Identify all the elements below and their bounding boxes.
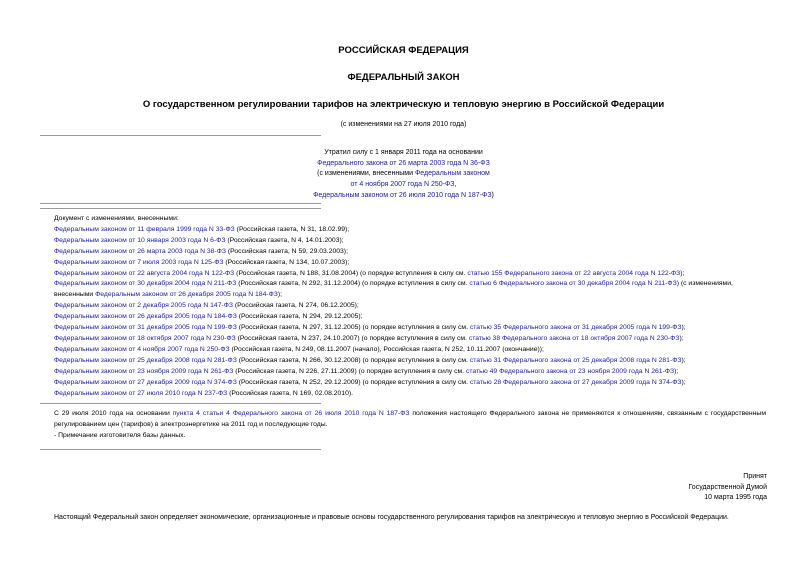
amendment-article-link[interactable]: статью 38 Федерального закона от 18 октября 2007 года N 230-ФЗ <box>468 334 680 342</box>
amendment-item <box>54 323 766 334</box>
adoption-block <box>688 472 767 504</box>
amendment-item <box>54 356 766 367</box>
amendment-text: (Российская газета, N 274, 06.12.2005); <box>233 302 359 310</box>
document-title: О государственном регулировании тарифов на электрическую и тепловую энергию в Российской Федерации <box>142 99 665 110</box>
amendment-item <box>54 345 766 356</box>
amendment-item <box>54 236 766 247</box>
amendments-list <box>54 214 766 399</box>
amendment-item <box>54 301 766 312</box>
amendment-item <box>54 367 766 378</box>
status-link-fz[interactable]: Федеральным законом <box>414 170 490 178</box>
status-line-4-tail: , <box>454 181 457 189</box>
amendment-link[interactable]: Федеральным законом от 26 декабря 2005 года N 184-ФЗ <box>54 313 237 321</box>
amended-note: (с изменениями на 27 июля 2010 года) <box>340 121 467 128</box>
status-link-187fz[interactable]: Федеральным законом от 26 июля 2010 года N 187-ФЗ <box>313 191 492 199</box>
amendment-text: (Российская газета, N 294, 29.12.2005); <box>236 313 363 321</box>
amendment-link[interactable]: Федеральным законом от 27 декабря 2009 года N 374-ФЗ <box>54 378 237 386</box>
amendment-link[interactable]: Федеральным законом от 4 ноября 2007 года N 250-ФЗ <box>54 345 230 353</box>
amendment-link[interactable]: Федеральным законом от 18 октября 2007 года N 230-ФЗ <box>54 334 236 342</box>
amendment-text: (Российская газета, N 169, 02.08.2010). <box>227 389 354 397</box>
amendment-tail: ); <box>681 324 686 332</box>
note-link-187fz[interactable]: пункта 4 статьи 4 Федерального закона от 26 июля 2010 года N 187-ФЗ <box>172 410 410 417</box>
adoption-line-1: Принят <box>743 473 767 480</box>
status-line-5-tail: ) <box>491 191 494 199</box>
amendment-text: (Российская газета, N 226, 27.11.2009) (о порядке вступления в силу см. <box>233 367 466 375</box>
amendment-nested-link[interactable]: Федеральным законом от 26 декабря 2005 года N 184-ФЗ <box>95 291 278 299</box>
amendment-tail: ); <box>277 291 283 299</box>
country-heading: РОССИЙСКАЯ ФЕДЕРАЦИЯ <box>338 45 469 56</box>
amendment-text: (Российская газета, N 237, 24.10.2007) (о порядке вступления в силу см. <box>235 334 469 342</box>
amendment-article-link[interactable]: статью 49 Федерального закона от 23 ноября 2009 года N 261-ФЗ <box>465 367 675 375</box>
status-line-3-text: (с изменениями, внесенными <box>317 170 415 178</box>
divider <box>40 449 321 450</box>
amendment-link[interactable]: Федеральным законом от 11 февраля 1999 года N 33-ФЗ <box>54 225 235 233</box>
amendment-tail: ); <box>680 269 685 277</box>
note-text-post: положения настоящего Федерального закона не применяются к отношениям, связанным с государственным регулированием цен (тарифов) в электроэнергетике на 2011 год и последующие годы. <box>54 410 766 428</box>
amendment-text: (Российская газета, N 249, 08.11.2007 (начало), Российская газета, N 252, 10.11.2007 (окончание)); <box>229 345 544 353</box>
status-link-36fz[interactable]: Федерального закона от 26 марта 2003 года N 36-ФЗ <box>317 159 490 167</box>
amendment-item <box>54 389 766 400</box>
amendment-text: (Российская газета, N 252, 29.12.2009) (о порядке вступления в силу см. <box>236 378 470 386</box>
amendment-item <box>54 312 766 323</box>
amendment-article-link[interactable]: статью 31 Федерального закона от 25 декабря 2008 года N 281-ФЗ <box>469 356 682 364</box>
note-text-pre: С 29 июля 2010 года на основании <box>54 410 173 417</box>
amendments-intro: Документ с изменениями, внесенными: <box>54 215 179 222</box>
amendment-link[interactable]: Федеральным законом от 23 ноября 2009 года N 261-ФЗ <box>54 367 234 375</box>
amendment-item <box>54 247 766 258</box>
amendment-link[interactable]: Федеральным законом от 31 декабря 2005 года N 199-ФЗ <box>54 324 237 332</box>
amendment-text: (Российская газета, N 188, 31.08.2004) (о порядке вступления в силу см. <box>234 269 468 277</box>
status-link-250fz[interactable]: от 4 ноября 2007 года N 250-ФЗ <box>350 181 455 189</box>
adoption-line-2: Государственной Думой <box>688 483 767 491</box>
amendment-item <box>54 269 766 280</box>
amendment-item <box>54 378 766 389</box>
amendment-text: (Российская газета, N 59, 29.03.2003); <box>226 247 348 255</box>
amendment-item <box>54 334 766 345</box>
amendment-tail: ); <box>681 356 686 364</box>
amendment-tail: ) (с изменениями, внесенными <box>54 280 733 299</box>
amendment-link[interactable]: Федеральным законом от 27 июля 2010 года N 237-ФЗ <box>54 389 228 397</box>
amendment-link[interactable]: Федеральным законом от 7 июля 2003 года N 125-ФЗ <box>54 258 224 266</box>
divider <box>40 203 321 204</box>
amendment-tail: ); <box>674 367 679 375</box>
amendment-link[interactable]: Федеральным законом от 10 января 2003 года N 6-ФЗ <box>54 236 226 244</box>
amendment-text: (Российская газета, N 292, 31.12.2004) (о порядке вступления в силу см. <box>236 280 470 288</box>
divider <box>40 403 321 404</box>
amendment-tail: ); <box>679 334 684 342</box>
amendment-article-link[interactable]: статью 35 Федерального закона от 31 декабря 2005 года N 199-ФЗ <box>469 324 682 332</box>
amendment-item <box>54 279 766 301</box>
amendment-link[interactable]: Федеральным законом от 2 декабря 2005 года N 147-ФЗ <box>54 302 234 310</box>
amendment-link[interactable]: Федеральным законом от 25 декабря 2008 года N 281-ФЗ <box>54 356 237 364</box>
note-remark: - Примечание изготовителя базы данных. <box>54 431 186 439</box>
preamble: Настоящий Федеральный закон определяет экономические, организационные и правовые основы государственного регулирования тарифов на электрическую и тепловую энергию в Российской Федерации. <box>54 514 729 521</box>
amendment-text: (Российская газета, N 266, 30.12.2008) (о порядке вступления в силу см. <box>236 356 470 364</box>
amendment-item <box>54 258 766 269</box>
status-line-1: Утратил силу с 1 января 2011 года на основании <box>324 149 483 156</box>
amendment-link[interactable]: Федеральным законом от 30 декабря 2004 года N 211-ФЗ <box>54 280 237 288</box>
amendment-link[interactable]: Федеральным законом от 22 августа 2004 года N 122-ФЗ <box>54 269 235 277</box>
status-block <box>0 148 807 202</box>
divider <box>40 208 321 209</box>
amendment-text: (Российская газета, N 31, 18.02.99); <box>234 225 350 233</box>
amendment-article-link[interactable]: статью 6 Федерального закона от 30 декабря 2004 года N 211-ФЗ <box>469 280 677 288</box>
divider <box>40 135 321 136</box>
amendment-link[interactable]: Федеральным законом от 26 марта 2003 года N 38-ФЗ <box>54 247 226 255</box>
adoption-line-3: 10 марта 1995 года <box>704 494 767 501</box>
applicability-note <box>54 409 766 442</box>
amendment-text: (Российская газета, N 134, 10.07.2003); <box>223 258 350 266</box>
amendment-text: (Российская газета, N 4, 14.01.2003); <box>225 236 344 244</box>
law-type-heading: ФЕДЕРАЛЬНЫЙ ЗАКОН <box>347 72 460 83</box>
amendment-article-link[interactable]: статью 28 Федерального закона от 27 декабря 2009 года N 374-ФЗ <box>469 378 682 386</box>
amendment-text: (Российская газета, N 297, 31.12.2005) (о порядке вступления в силу см. <box>236 324 470 332</box>
amendment-item <box>54 225 766 236</box>
amendment-article-link[interactable]: статью 155 Федерального закона от 22 августа 2004 года N 122-ФЗ <box>467 269 681 277</box>
amendment-tail: ); <box>681 378 686 386</box>
